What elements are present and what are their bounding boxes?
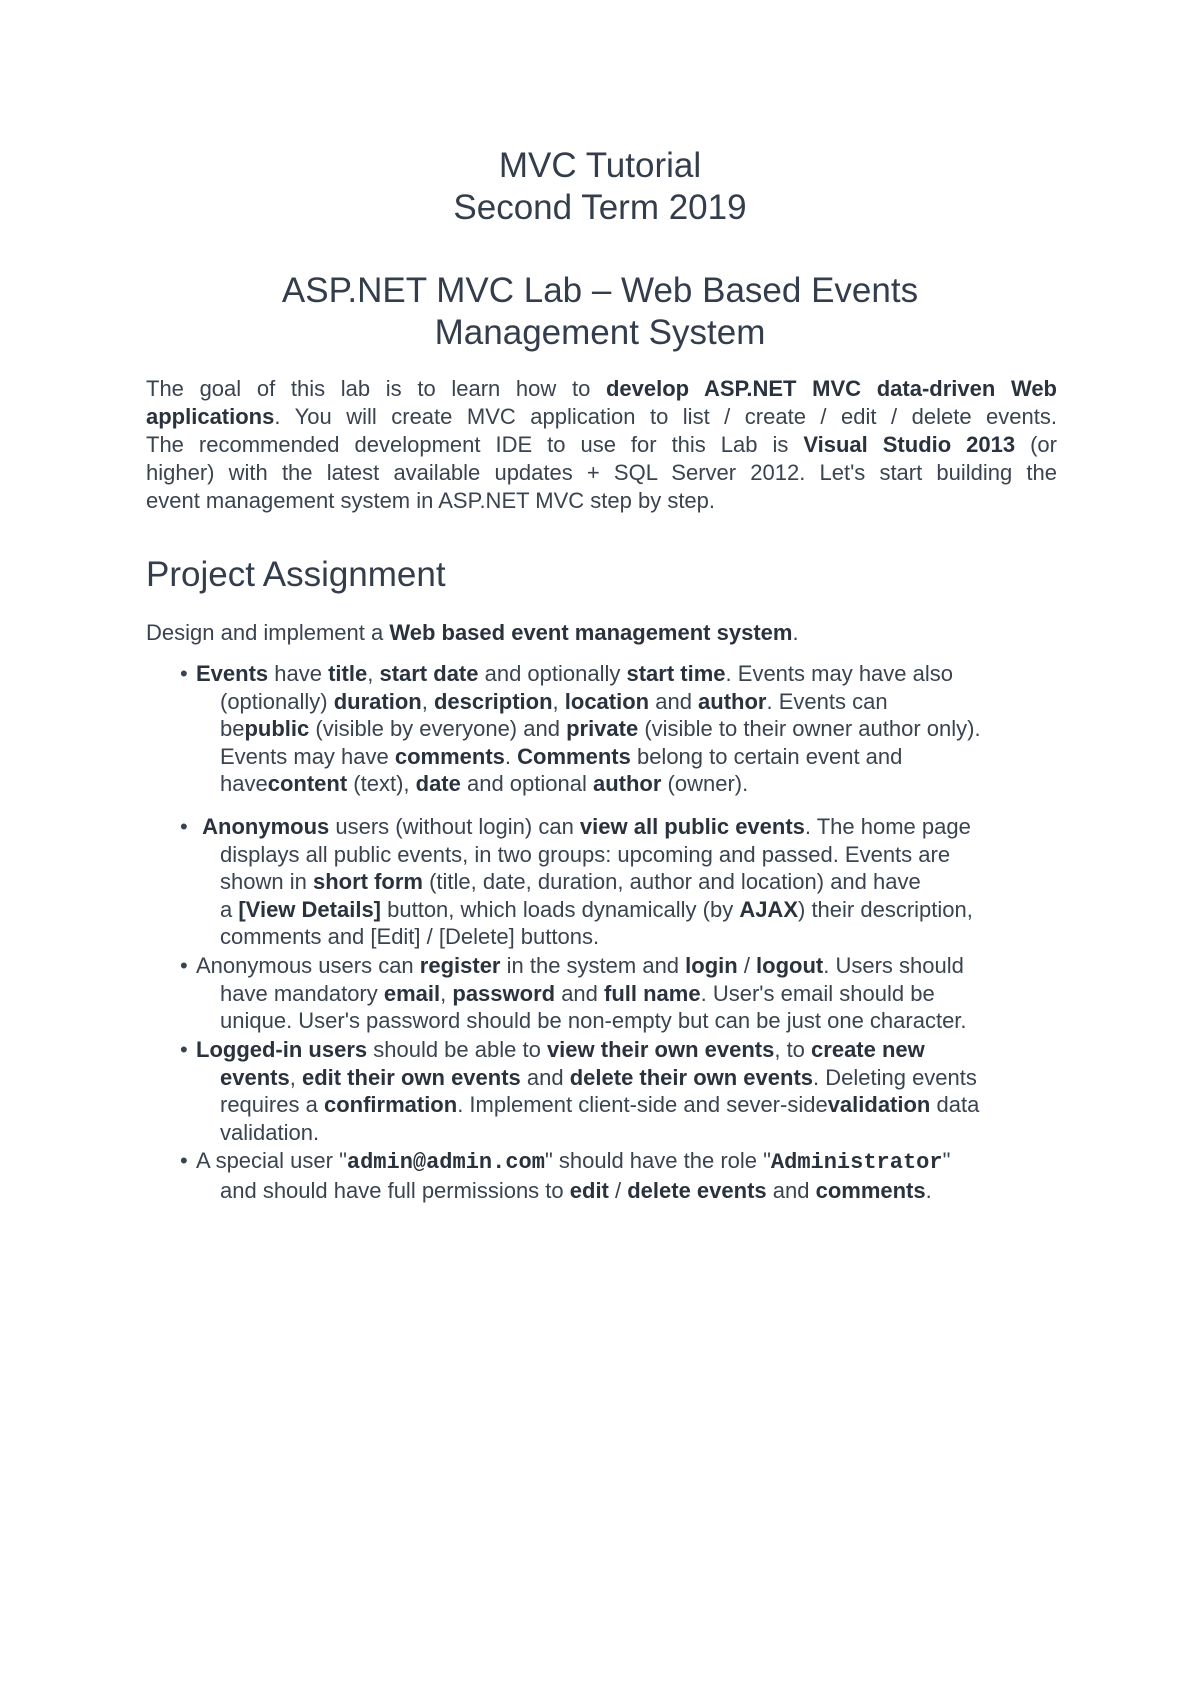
doc-subject: MVC Tutorial (498, 146, 702, 185)
bullet-icon: • (180, 1148, 188, 1173)
section-intro: Design and implement a Web based event management system. (146, 620, 799, 645)
intro-line: The goal of this lab is to learn how to develop ASP.NET MVC data-driven Web (146, 376, 1057, 401)
intro-line: applications. You will create MVC application to list / create / edit / delete events. (146, 404, 1057, 429)
doc-title-line2: Management System (434, 313, 766, 352)
intro-line: higher) with the latest available updates + SQL Server 2012. Let's start building the (146, 460, 1057, 485)
list-item: • Anonymous users can register in the system and login / logout. Users should have mandatory email, password and full name. User's email should be unique. User's password should be non-empty but can be just one character. (180, 953, 967, 1034)
intro-line: The recommended development IDE to use for this Lab is Visual Studio 2013 (or (146, 432, 1057, 457)
bullet-icon: • (180, 814, 188, 839)
list-item: • A special user "admin@admin.com" should have the role "Administrator" and should have full permissions to edit / delete events and comments. (180, 1148, 951, 1203)
list-item: • Anonymous users (without login) can view all public events. The home page displays all public events, in two groups: upcoming and passed. Events are shown in short form (title, date, duration, author and location) and have a [View Details] button, which loads dynamically (by AJAX) their description, comments and [Edit] / [Delete] buttons. (180, 814, 973, 950)
doc-title-line1: ASP.NET MVC Lab – Web Based Events (281, 271, 919, 310)
bullet-icon: • (180, 953, 188, 978)
doc-term: Second Term 2019 (453, 188, 747, 227)
intro-paragraph (146, 375, 1057, 515)
intro-line: event management system in ASP.NET MVC step by step. (146, 488, 716, 513)
bullet-icon: • (180, 661, 188, 686)
bullet-icon: • (180, 1037, 188, 1062)
list-item: • Events have title, start date and optionally start time. Events may have also (optionally) duration, description, location and author. Events can bepublic (visible by everyone) and private (visible to their owner author only). Events may have comments. Comments belong to certain event and havecontent (text), date and optional author (owner). (180, 661, 981, 797)
section-heading: Project Assignment (146, 555, 446, 594)
list-item: • Logged-in users should be able to view their own events, to create new events, edit their own events and delete their own events. Deleting events requires a confirmation. Implement client-side and sever-sidevalidation data validation. (180, 1037, 980, 1145)
